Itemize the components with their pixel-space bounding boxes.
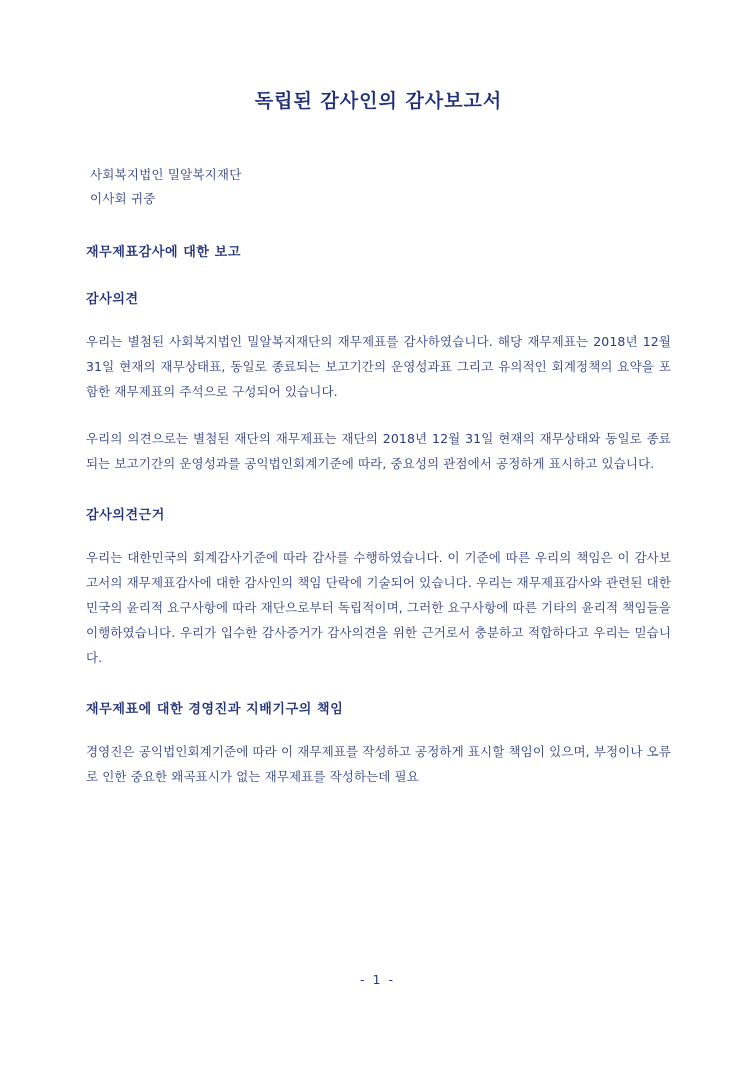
heading-audit-opinion: 감사의견 [86, 292, 139, 308]
paragraph-opinion-1: 우리는 별첨된 사회복지법인 밀알복지재단의 재무제표를 감사하였습니다. 해당 재무제표는 2018년 12월 31일 현재의 재무상태표, 동일로 종료되는 보고기간의 운영성과표 그리고 유의적인 회계정책의 요약을 포함한 재무제표의 주석으로 구성되어 있습니다. [86, 334, 671, 400]
addressee-line-2: 이사회 귀중 [90, 190, 156, 206]
paragraph-opinion-2: 우리의 의견으로는 별첨된 재단의 재무제표는 재단의 2018년 12월 31일 현재의 재무상태와 동일로 종료되는 보고기간의 운영성과를 공익법인회계기준에 따라, 중요성의 관점에서 공정하게 표시하고 있습니다. [86, 431, 671, 472]
heading-basis-for-opinion: 감사의견근거 [86, 508, 165, 524]
page-number: - 1 - [360, 972, 395, 987]
page-title: 독립된 감사인의 감사보고서 [254, 90, 503, 112]
addressee-block [86, 163, 671, 212]
heading-responsibility: 재무제표에 대한 경영진과 지배기구의 책임 [86, 702, 344, 718]
paragraph-basis-1: 우리는 대한민국의 회계감사기준에 따라 감사를 수행하였습니다. 이 기준에 따른 우리의 책임은 이 감사보고서의 재무제표감사에 대한 감사인의 책임 단락에 기술되어 있습니다. 우리는 재무제표감사와 관련된 대한민국의 윤리적 요구사항에 따라 재단으로부터 독립적이며, 그러한 요구사항에 따른 기타의 윤리적 책임들을 이행하였습니다. 우리가 입수한 감사증거가 감사의견을 위한 근거로서 충분하고 적합하다고 우리는 믿습니다. [86, 550, 671, 666]
addressee-line-1: 사회복지법인 밀알복지재단 [90, 166, 242, 182]
section-heading-report: 재무제표감사에 대한 보고 [86, 245, 241, 261]
paragraph-responsibility-1: 경영진은 공익법인회계기준에 따라 이 재무제표를 작성하고 공정하게 표시할 책임이 있으며, 부정이나 오류로 인한 중요한 왜곡표시가 없는 재무제표를 작성하는데 필요 [86, 744, 671, 785]
document-body [86, 0, 671, 789]
